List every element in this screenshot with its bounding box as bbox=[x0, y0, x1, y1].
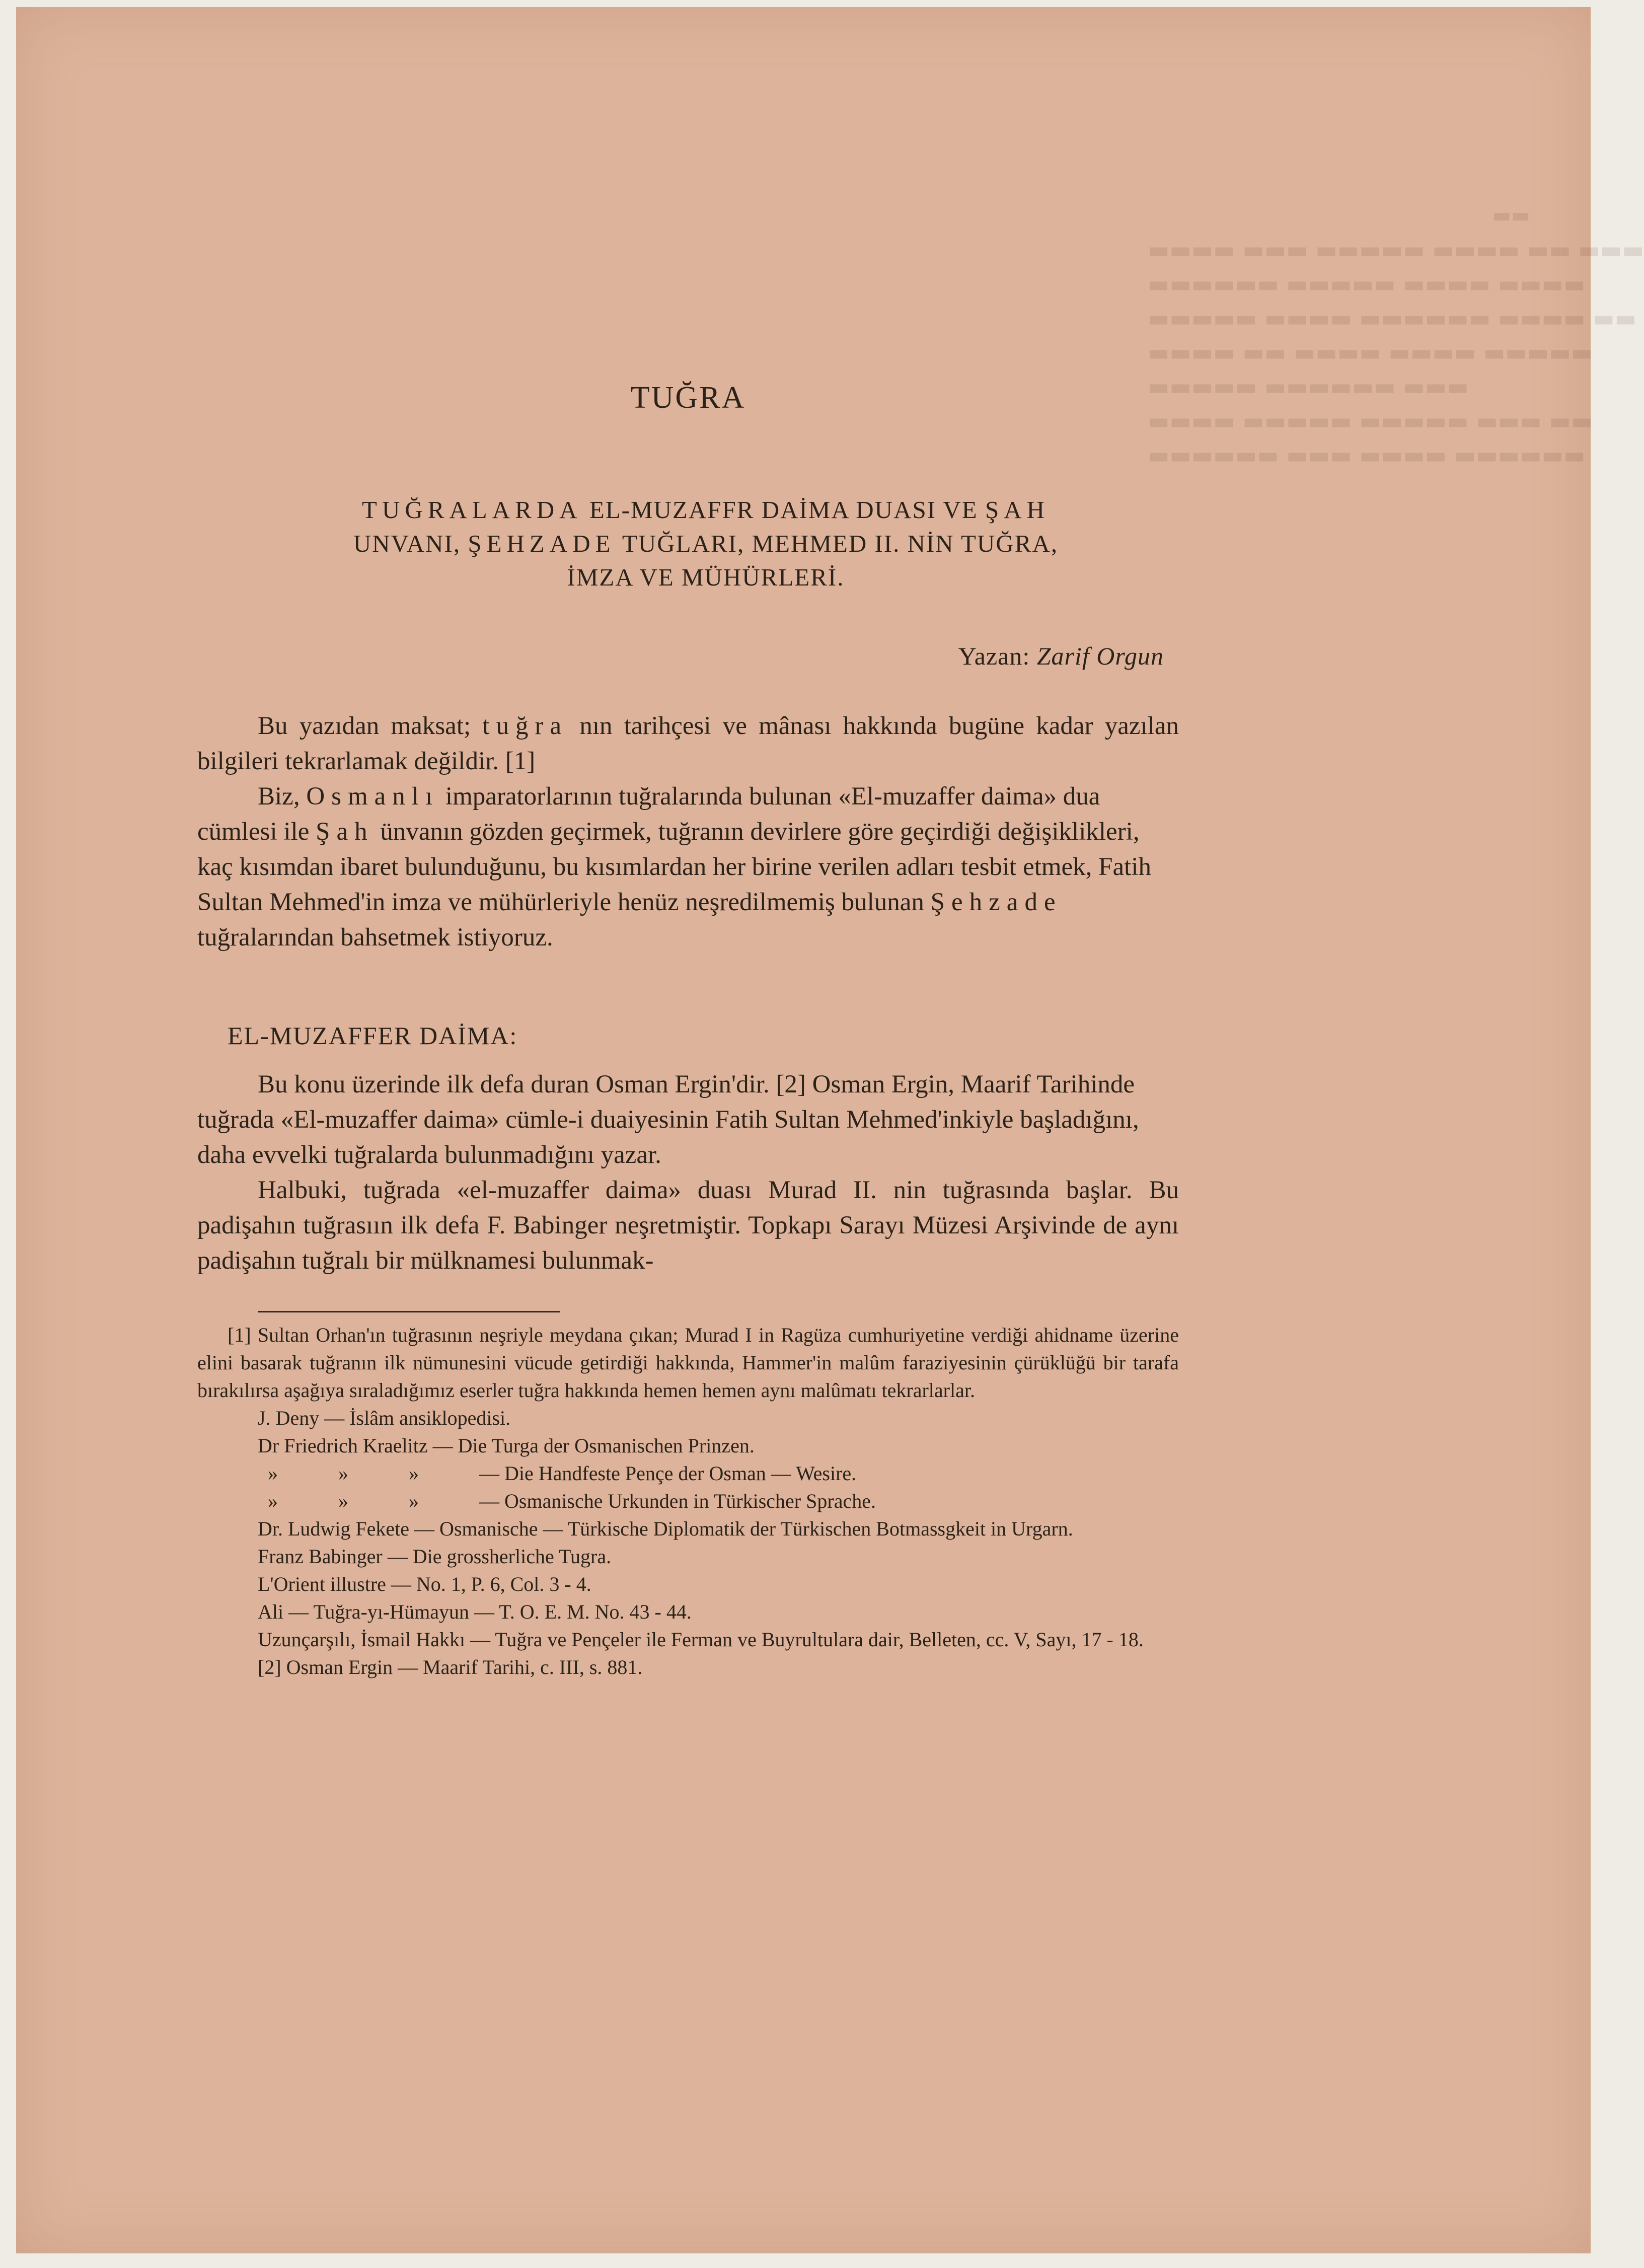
spaced-word: Osmanlı bbox=[306, 782, 439, 811]
footnote-divider bbox=[258, 1311, 560, 1312]
spaced-word: tuğra bbox=[482, 712, 568, 740]
subtitle-word: ŞEHZADE bbox=[468, 530, 616, 557]
paragraph: Halbuki, tuğrada «el-muzaffer daima» duası Murad II. nin tuğrasında başlar. Bu padişahın tuğrasıın ilk defa F. Babinger neşretmiştir. Topkapı Sarayı Müzesi Arşivinde de aynı padişahın tuğralı bir mülknamesi bulunmak- bbox=[197, 1176, 1179, 1275]
reference-item bbox=[197, 1487, 1179, 1515]
spaced-word: Şehzade bbox=[930, 888, 1062, 916]
reference-item: Ali — Tuğra-yı-Hümayun — T. O. E. M. No. 43 - 44. bbox=[258, 1600, 692, 1623]
reference-item: Uzunçarşılı, İsmail Hakkı — Tuğra ve Pençeler ile Ferman ve Buyrultulara dair, Belleten, cc. V, Sayı, 17 - 18. bbox=[258, 1628, 1144, 1651]
ditto-mark: » bbox=[268, 1490, 278, 1512]
ditto-mark: » bbox=[409, 1462, 419, 1485]
subtitle-word: TUĞRALARDA bbox=[362, 496, 582, 524]
subtitle-text: İMZA VE MÜHÜRLERİ. bbox=[567, 563, 845, 591]
reference-item: Franz Babinger — Die grossherliche Tugra. bbox=[258, 1545, 612, 1568]
section-body bbox=[197, 1067, 1179, 1278]
footnote-2: [2] Osman Ergin — Maarif Tarihi, c. III, s. 881. bbox=[258, 1656, 643, 1678]
paragraph bbox=[197, 779, 1179, 955]
spaced-word: Şah bbox=[316, 818, 374, 846]
text-run: nın tarihçesi ve mânası hakkında bugüne kadar yazılan bilgileri tekrarlamak değildir. [1] bbox=[197, 712, 1179, 775]
reference-item: Dr Friedrich Kraelitz — Die Turga der Osmanischen Prinzen. bbox=[258, 1434, 755, 1457]
subtitle-word: ŞAH bbox=[985, 496, 1050, 524]
text-run: Biz, bbox=[258, 782, 307, 811]
reference-text: — Die Handfeste Pençe der Osman — Wesire. bbox=[479, 1462, 857, 1485]
reference-item: Dr. Ludwig Fekete — Osmanische — Türkische Diplomatik der Türkischen Botmassgkeit in Urgarn. bbox=[258, 1517, 1073, 1540]
reference-item bbox=[197, 1459, 1179, 1487]
text-run: tuğralarından bahsetmek istiyoruz. bbox=[197, 923, 553, 952]
author-line bbox=[958, 641, 1164, 671]
section-heading: EL-MUZAFFER DAİMA: bbox=[228, 1021, 518, 1050]
reference-text: — Osmanische Urkunden in Türkischer Sprache. bbox=[479, 1490, 876, 1512]
reference-item: J. Deny — İslâm ansiklopedisi. bbox=[258, 1407, 511, 1429]
subtitle-text: TUĞLARI, MEHMED II. NİN TUĞRA, bbox=[615, 530, 1059, 557]
author-label: Yazan: bbox=[958, 642, 1037, 670]
ditto-mark: » bbox=[409, 1490, 419, 1512]
footnote-1: [1] Sultan Orhan'ın tuğrasının neşriyle meydana çıkan; Murad I in Ragüza cumhuriyetine verdiği ahidname üzerine elini basarak tuğranın ilk nümunesini vücude getirdiği hakkında, Hammer'in malûm faraziyesinin çürüklüğü bir tarafa bırakılırsa aşağıya sıraladığımız eserler tuğra hakkında hemen hemen aynı malûmatı tekrarlarlar. bbox=[197, 1324, 1179, 1402]
author-name: Zarif Orgun bbox=[1036, 642, 1164, 670]
ditto-mark: » bbox=[338, 1462, 348, 1485]
subtitle-text: UNVANI, bbox=[353, 530, 468, 557]
paragraph bbox=[197, 708, 1179, 779]
article-title: TUĞRA bbox=[630, 381, 746, 415]
paragraph: Bu konu üzerinde ilk defa duran Osman Ergin'dir. [2] Osman Ergin, Maarif Tarihinde tuğrada «El-muzaffer daima» cümle-i duaiyesinin Fatih Sultan Mehmed'inkiyle başladığını, daha evvelki tuğralarda bulunmadığını yazar. bbox=[197, 1070, 1139, 1169]
text-run: Bu yazıdan maksat; bbox=[258, 712, 483, 740]
subtitle-text: EL-MUZAFFR DAİMA DUASI VE bbox=[582, 496, 985, 524]
footnotes bbox=[197, 1321, 1179, 1681]
show-through-text: ▬▬ ▬▬▬▬ ▬▬▬ ▬▬▬▬▬ ▬▬▬▬ ▬▬ ▬▬▬ ▬▬▬▬▬▬ ▬▬▬▬▬ ▬▬▬▬ ▬▬▬▬ ▬▬▬▬▬ ▬▬▬▬ ▬▬▬▬▬▬ ▬▬▬▬ ▬▬ ▬▬▬▬ ▬▬ ▬▬▬▬ ▬▬▬▬ ▬▬▬▬▬ ▬▬▬▬▬ ▬▬▬▬▬▬ ▬▬▬ ▬▬▬▬ ▬▬▬▬▬ ▬▬▬▬▬ ▬▬▬ ▬▬ ▬▬▬▬▬▬ ▬▬▬ ▬▬▬▬ ▬▬▬▬▬▬ bbox=[1148, 204, 1644, 469]
article-subtitle bbox=[228, 493, 1184, 594]
paper-sheet bbox=[16, 7, 1644, 2253]
reference-item: L'Orient illustre — No. 1, P. 6, Col. 3 - 4. bbox=[258, 1573, 591, 1595]
text-run: imparatorlarının tuğralarında bulunan «El-muzaffer daima» dua cümlesi ile bbox=[197, 782, 1100, 846]
text-run: ünvanın gözden geçirmek, tuğranın devirlere göre geçirdiği değişiklikleri, kaç kısımdan ibaret bulunduğunu, bu kısımlardan her birine verilen adları tesbit etmek, Fatih Sultan Mehmed'in imza ve mühürleriyle henüz neşredilmemiş bulunan bbox=[197, 818, 1152, 916]
ditto-mark: » bbox=[268, 1462, 278, 1485]
ditto-mark: » bbox=[338, 1490, 348, 1512]
intro-section bbox=[197, 708, 1179, 955]
